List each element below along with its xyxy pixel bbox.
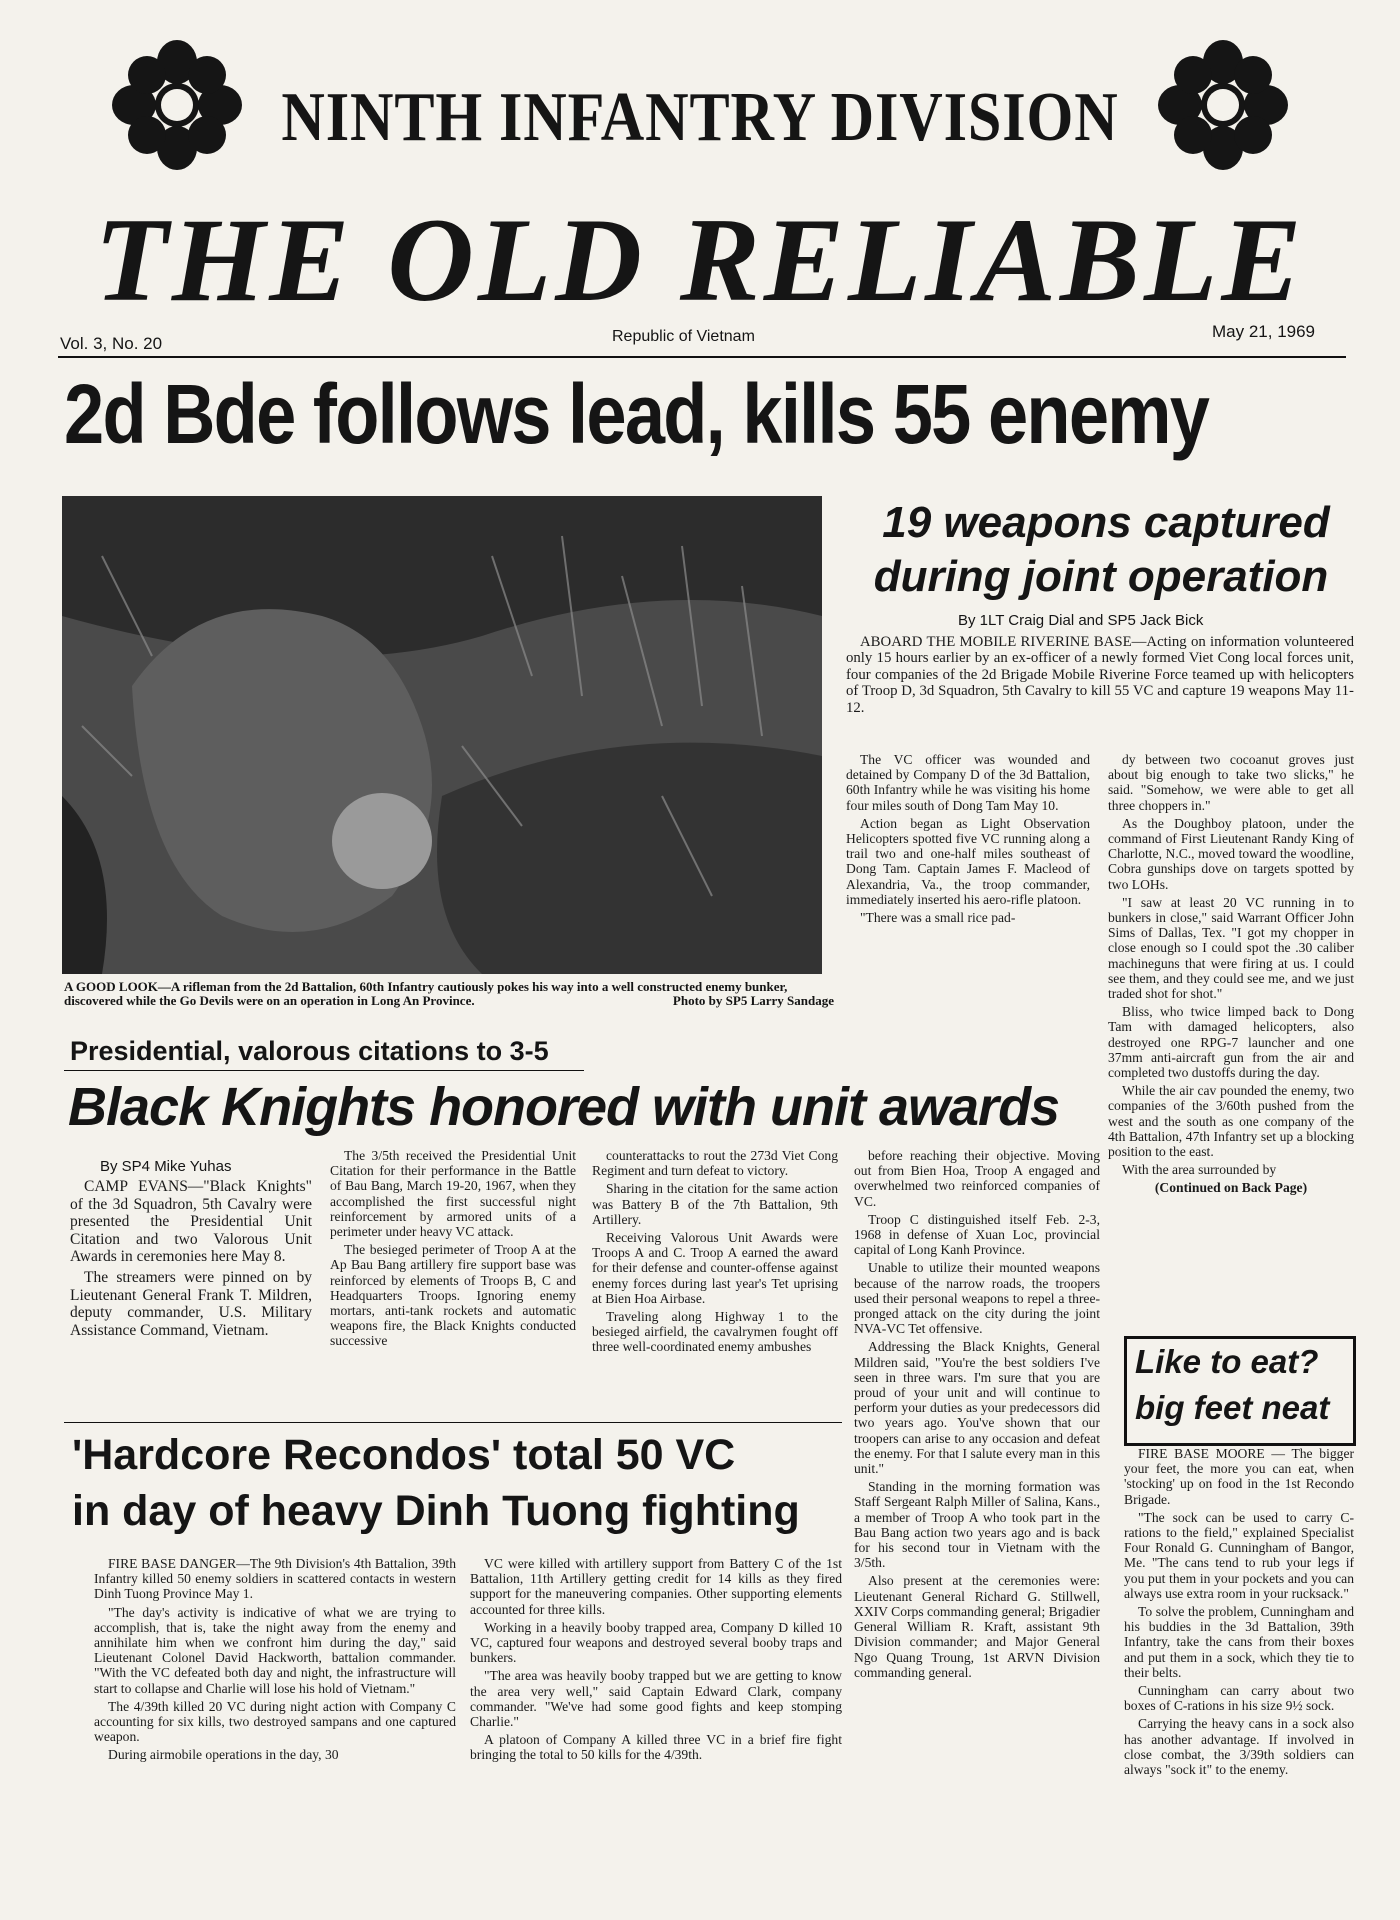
black-knights-column-1 bbox=[70, 1178, 312, 1342]
rifleman-bunker-image bbox=[62, 496, 822, 974]
rec-col2-p1: VC were killed with artillery support from Battery C of the 1st Battalion, 11th Artillery getting credit for 14 kills as they fired support for the maneuvering companies. Other supporting elements accounted for three kills. bbox=[470, 1556, 842, 1617]
bk-col2-p2: The besieged perimeter of Troop A at the Ap Bau Bang artillery fire support base was reinforced by elements of Troops B, C and Headquarters Troops. Ignoring enemy mortars, anti-tank rockets and automatic weapons fire, the Black Knights conducted successive bbox=[330, 1242, 576, 1349]
division-name: NINTH INFANTRY DIVISION bbox=[281, 79, 1119, 156]
lead-col2-p1: dy between two cocoanut groves just about big enough to take two slicks," he said. "Somehow, we were able to get all three choppers in." bbox=[1108, 752, 1354, 813]
newspaper-title: THE OLD RELIABLE bbox=[94, 193, 1306, 326]
rec-col2-p4: A platoon of Company A killed three VC in a brief fire fight bringing the total to 50 kills for the 4/39th. bbox=[470, 1732, 842, 1763]
black-knights-byline: By SP4 Mike Yuhas bbox=[100, 1158, 232, 1175]
continued-note: (Continued on Back Page) bbox=[1154, 1180, 1308, 1196]
rec-col1-p1: FIRE BASE DANGER—The 9th Division's 4th Battalion, 39th Infantry killed 50 enemy soldiers in scattered contacts in western Dinh Tuong Province May 1. bbox=[94, 1556, 456, 1602]
lead-subhead-2: during joint operation bbox=[873, 552, 1329, 601]
rec-col1-p4: During airmobile operations in the day, 30 bbox=[108, 1747, 339, 1763]
recondos-headline-1: 'Hardcore Recondos' total 50 VC bbox=[72, 1431, 736, 1479]
photo-caption bbox=[64, 980, 834, 1008]
lead-intro-paragraph: ABOARD THE MOBILE RIVERINE BASE—Acting on information volunteered only 15 hours earlier by an ex-officer of a newly formed Viet Cong local forces unit, four companies of the 2d Brigade Mobile Riverine Force teamed up with helicopters of Troop D, 3d Squadron, 5th Cavalry to kill 55 VC and capture 19 weapons May 11-12. bbox=[846, 634, 1354, 716]
black-knights-headline: Black Knights honored with unit awards bbox=[68, 1077, 1060, 1137]
bk-col3-p3: Receiving Valorous Unit Awards were Troops A and C. Troop A earned the award for their defense and counter-offense against enemy forces during last year's Tet uprising at Bien Hoa Airbase. bbox=[592, 1230, 838, 1306]
issue-date: May 21, 1969 bbox=[1212, 322, 1316, 341]
kicker-rule bbox=[64, 1070, 584, 1071]
lead-byline: By 1LT Craig Dial and SP5 Jack Bick bbox=[958, 612, 1204, 629]
photo-credit: Photo by SP5 Larry Sandage bbox=[672, 993, 834, 1008]
lead-col2-p2: As the Doughboy platoon, under the command of First Lieutenant Randy King of Charlotte, N.C., moved toward the woodline, Cobra gunships dove on targets spotted by two LOHs. bbox=[1108, 815, 1354, 892]
feet-headline-2: big feet neat bbox=[1135, 1389, 1330, 1426]
lead-col2-p3: "I saw at least 20 VC running in to bunkers in close," said Warrant Officer John Sims of Dallas, Tex. "I got my chopper in close enough so I could spot the .30 caliber machineguns that were firing at us. I could see them, and they could see me, and we just traded shot for shot." bbox=[1108, 894, 1354, 1002]
lead-col2-p5: While the air cav pounded the enemy, two companies of the 3/60th pushed from the west and the south as one company of the 4th Battalion, 47th Infantry set up a blocking position to the east. bbox=[1108, 1083, 1354, 1160]
bk-col4-p1: before reaching their objective. Moving out from Bien Hoa, Troop A engaged and overwhelmed two reinforced companies of VC. bbox=[854, 1148, 1100, 1209]
rec-col2-p3: "The area was heavily booby trapped but we are getting to know the area very well," said Captain Edward Clark, company commander. "We've had some good fights and keep stomping Charlie." bbox=[470, 1668, 842, 1730]
feet-p2: "The sock can be used to carry C-rations to the field," explained Specialist Four Ronald G. Cunningham of Bangor, Me. "The cans tend to rub your legs if you put them in your pockets and you can always use extra room in your rucksack." bbox=[1124, 1509, 1354, 1601]
rec-col1-p3: The 4/39th killed 20 VC during night action with Company C accounting for six kills, two destroyed sampans and one captured weapon. bbox=[94, 1698, 456, 1745]
bk-col3-p2: Sharing in the citation for the same action was Battery B of the 7th Battalion, 9th Artillery. bbox=[592, 1181, 838, 1227]
lead-col2-p6: With the area surrounded by bbox=[1122, 1162, 1277, 1178]
feet-p3: To solve the problem, Cunningham and his buddies in the 3d Battalion, 39th Infantry, take the cans from their boxes and put them in a sock, which they tie to their belts. bbox=[1124, 1604, 1354, 1680]
recondos-top-rule bbox=[64, 1422, 842, 1423]
masthead-rule bbox=[58, 356, 1346, 358]
lead-subhead-1: 19 weapons captured bbox=[882, 498, 1330, 547]
feet-p4: Cunningham can carry about two boxes of C-rations in his size 9½ sock. bbox=[1124, 1683, 1354, 1714]
lead-intro bbox=[846, 634, 1354, 719]
bk-col1-p1: CAMP EVANS—"Black Knights" of the 3d Squadron, 5th Cavalry were presented the Presidential Unit Citation and two Valorous Unit Awards in ceremonies here May 8. bbox=[70, 1178, 312, 1266]
photo-caption-text: A GOOD LOOK—A rifleman from the 2d Battalion, 60th Infantry cautiously pokes his way into a well constructed enemy bunker, discovered while the Go Devils were on an operation in Long An Province. bbox=[64, 979, 788, 1008]
black-knights-kicker: Presidential, valorous citations to 3-5 bbox=[70, 1036, 549, 1066]
rec-col1-p2: "The day's activity is indicative of what we are trying to accomplish, that is, take the night away from the enemy and annihilate him when we confront him during the day," said Lieutenant Colonel David Hackworth, battalion commander. "With the VC defeated both day and night, the infrastructure will start to collapse and Charlie will lose his hold of Vietnam." bbox=[94, 1604, 456, 1696]
lead-column-2 bbox=[1108, 752, 1354, 1199]
bk-col3-p4: Traveling along Highway 1 to the besieged airfield, the cavalrymen fought off three well-coordinated enemy ambushes bbox=[592, 1309, 838, 1355]
place-line: Republic of Vietnam bbox=[612, 328, 755, 345]
feet-headline-box bbox=[1124, 1336, 1356, 1446]
ninth-division-octofoil-left-icon bbox=[112, 40, 242, 170]
rec-col2-p2: Working in a heavily booby trapped area, Company D killed 10 VC, captured four weapons and destroyed several booby traps and bunkers. bbox=[470, 1619, 842, 1666]
bk-col4-p2: Troop C distinguished itself Feb. 2-3, 1968 in defense of Xuan Loc, provincial capital of Long Kanh Province. bbox=[854, 1211, 1100, 1258]
lead-column-1 bbox=[846, 752, 1090, 928]
bk-col4-p4: Addressing the Black Knights, General Mildren said, "You're the best soldiers I've seen in three wars. I'm sure that you are proud of your unit and will continue to perform your duties as your predecessors did two years ago. You've shown that our troopers can arise to any occasion and defeat the enemy. For that I salute every man in this unit." bbox=[854, 1339, 1100, 1477]
lead-headline: 2d Bde follows lead, kills 55 enemy bbox=[64, 367, 1209, 461]
ninth-division-octofoil-right-icon bbox=[1158, 40, 1288, 170]
lead-col1-p3: "There was a small rice pad- bbox=[860, 910, 1016, 926]
black-knights-column-4 bbox=[854, 1148, 1100, 1683]
bunker-photo bbox=[62, 496, 822, 974]
black-knights-column-2 bbox=[330, 1148, 576, 1352]
lead-col1-p2: Action began as Light Observation Helicopters spotted five VC running along a trail two and one-half miles southeast of Dong Tam. Captain James F. Macleod of Alexandria, Va., the troop commander, immediately inserted his aero-rifle platoon. bbox=[846, 815, 1090, 907]
bk-col4-p5: Standing in the morning formation was Staff Sergeant Ralph Miller of Salina, Kans., a member of Troop A who took part in the Bau Bang action two years ago and is back for his second tour in Vietnam with the 3/5th. bbox=[854, 1479, 1100, 1571]
bk-col2-p1: The 3/5th received the Presidential Unit Citation for their performance in the Battle of Bau Bang, March 19-20, 1967, when they accomplished the first successful night reinforcement by armored units of a perimeter under heavy VC attack. bbox=[330, 1148, 576, 1240]
volume-number: Vol. 3, No. 20 bbox=[60, 334, 163, 353]
recondos-column-2 bbox=[470, 1556, 842, 1766]
bk-col3-p1: counterattacks to rout the 273d Viet Cong Regiment and turn defeat to victory. bbox=[592, 1148, 838, 1179]
black-knights-column-3 bbox=[592, 1148, 838, 1358]
bk-col4-p6: Also present at the ceremonies were: Lieutenant General Richard G. Stillwell, XXIV Corps commanding general; Brigadier General William R. Kraft, assistant 9th Division commander; and Major General Ngo Quang Troung, 1st ARVN Division commanding general. bbox=[854, 1573, 1100, 1680]
bk-col1-p2: The streamers were pinned on by Lieutenant General Frank T. Mildren, deputy commander, U.S. Military Assistance Command, Vietnam. bbox=[70, 1268, 312, 1339]
recondos-column-1 bbox=[94, 1556, 456, 1766]
feet-headline-1: Like to eat? bbox=[1135, 1343, 1319, 1380]
feet-story bbox=[1124, 1446, 1354, 1780]
bk-col4-p3: Unable to utilize their mounted weapons because of the narrow roads, the troopers used their personal weapons to repel a three-pronged attack on the city during the joint NVA-VC Tet offensive. bbox=[854, 1260, 1100, 1337]
recondos-headline-2: in day of heavy Dinh Tuong fighting bbox=[72, 1487, 800, 1535]
lead-col2-p4: Bliss, who twice limped back to Dong Tam with damaged helicopters, also destroyed one RPG-7 launcher and one 37mm anti-aircraft gun from the air and completed two dustoffs during the day. bbox=[1108, 1004, 1354, 1081]
feet-p1: FIRE BASE MOORE — The bigger your feet, the more you can eat, when 'stocking' up on food in the 1st Recondo Brigade. bbox=[1124, 1446, 1354, 1507]
feet-p5: Carrying the heavy cans in a sock also has another advantage. If involved in close combat, the 3/39th soldiers can always "sock it" to the enemy. bbox=[1124, 1716, 1354, 1778]
lead-col1-p1: The VC officer was wounded and detained by Company D of the 3d Battalion, 60th Infantry while he was visiting his home four miles south of Dong Tam May 10. bbox=[846, 752, 1090, 813]
